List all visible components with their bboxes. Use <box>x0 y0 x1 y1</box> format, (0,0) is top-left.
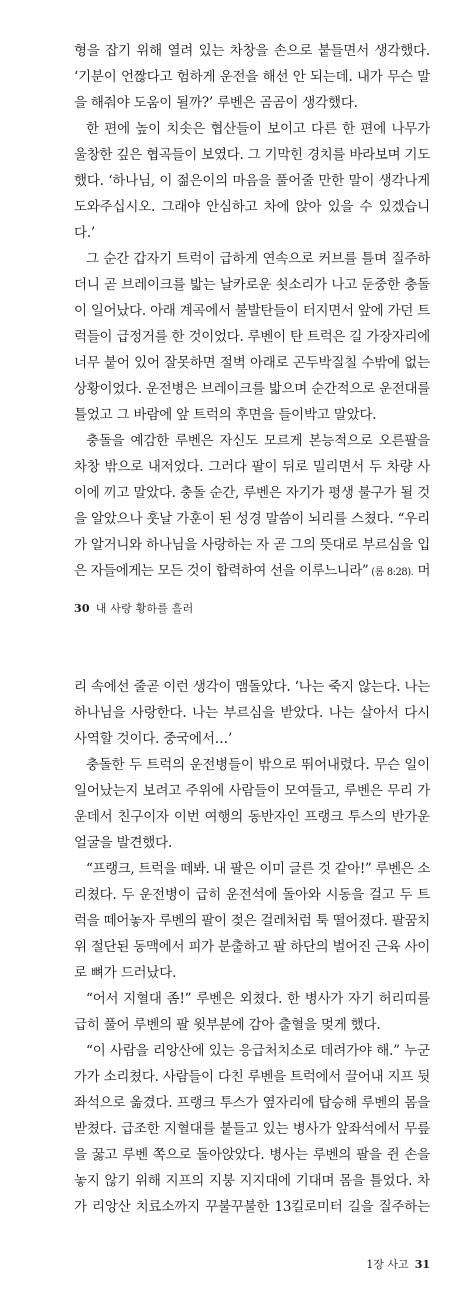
text-line: 위 절단된 동맥에서 피가 분출하고 팔 하단의 벌어진 근육 사이 <box>74 939 430 955</box>
text-line: 그 순간 갑자기 트럭이 급하게 연속으로 커브를 틀며 질주하 <box>86 251 430 267</box>
text-line: 틀었고 그 바람에 앞 트럭의 후면을 들이박고 말았다. <box>74 407 377 423</box>
text-line: 좌석으로 옮겼다. 프랭크 투스가 옆자리에 탑승해 루벤의 몸을 <box>74 1095 430 1111</box>
text-line: 가가 소리쳤다. 사람들이 다친 루벤을 트럭에서 끌어내 지프 뒷 <box>74 1069 430 1085</box>
text-line: 놓지 않기 위해 지프의 지붕 지지대에 기대며 몸을 틀었다. 차 <box>74 1173 430 1189</box>
text-line: 을 알았으나 훗날 가훈이 된 성경 말씀이 뇌리를 스쳤다. “우리 <box>74 511 430 527</box>
text-line: 가 리앙산 치료소까지 꾸불꾸불한 13킬로미터 길을 질주하는 <box>74 1199 430 1215</box>
text-line: 울창한 깊은 협곡들이 보였다. 그 기막힌 경치를 바라보며 기도 <box>74 147 430 163</box>
text-line: ‘기분이 언짢다고 험하게 운전을 해선 안 되는데. 내가 무슨 말 <box>74 69 430 85</box>
text-line: 가 알거니와 하나님을 사랑하는 자 곧 그의 뜻대로 부르심을 입 <box>74 537 430 553</box>
text-line: 럭을 떼어놓자 루벤의 팔이 젖은 걸레처럼 툭 떨어졌다. 팔꿈치 <box>74 913 430 929</box>
text-line: 더니 곧 브레이크를 밟는 날카로운 쇳소리가 나고 둔중한 충돌 <box>74 277 430 293</box>
text-line: 했다. ‘하나님, 이 젊은이의 마음을 풀어줄 만한 말이 생각나게 <box>74 173 430 189</box>
text-line: 을 꿇고 루벤 쪽으로 돌아앉았다. 병사는 루벤의 팔을 쥔 손을 <box>74 1147 430 1163</box>
running-title: 내 사랑 황하를 흘러 <box>95 602 194 615</box>
text-line: “프랭크, 트럭을 떼봐. 내 팔은 이미 글른 것 같아!” 루벤은 소 <box>86 861 430 877</box>
text-line: 일어났는지 보려고 주위에 사람들이 모여들고, 루벤은 무리 가 <box>74 783 430 799</box>
text-line: 로 뼈가 드러났다. <box>74 965 177 981</box>
text-line: 도와주십시오. 그래야 안심하고 차에 앉아 있을 수 있겠습니 <box>74 199 430 215</box>
text-line: 받쳤다. 급조한 지혈대를 붙들고 있는 병사가 앞좌석에서 무릎 <box>74 1121 430 1137</box>
text-span: 머 <box>413 563 430 579</box>
text-line: 충돌한 두 트럭의 운전병들이 밖으로 뛰어내렸다. 무슨 일이 <box>86 757 430 773</box>
scripture-reference: (롬 8:28). <box>368 567 414 578</box>
text-line: 충돌을 예감한 루벤은 자신도 모르게 본능적으로 오른팔을 <box>86 433 430 449</box>
text-line: “이 사람을 리앙산에 있는 응급처치소로 데려가야 해.” 누군 <box>86 1043 430 1059</box>
page-number: 30 <box>74 602 90 615</box>
chapter-title: 1장 사고 <box>366 1258 409 1271</box>
text-line: 상황이었다. 운전병은 브레이크를 밟으며 순간적으로 운전대를 <box>74 381 430 397</box>
text-line: 하나님을 사랑한다. 나는 부르심을 받았다. 나는 살아서 다시 <box>74 705 430 721</box>
page-footer <box>366 1256 430 1272</box>
text-line: 운데서 친구이자 이번 여행의 동반자인 프랭크 투스의 반가운 <box>74 809 430 825</box>
text-line: 럭들이 급정거를 한 것이었다. 루벤이 탄 트럭은 길 가장자리에 <box>74 329 430 345</box>
page-number: 31 <box>414 1258 430 1271</box>
text-line: 한 편에 높이 치솟은 협산들이 보이고 다른 한 편에 나무가 <box>86 121 430 137</box>
text-line: 차창 밖으로 내저었다. 그러다 팔이 뒤로 밀리면서 두 차량 사 <box>74 459 430 475</box>
text-line: 너무 붙어 있어 잘못하면 절벽 아래로 곤두박질칠 수밖에 없는 <box>74 355 430 371</box>
text-span: 은 자들에게는 모든 것이 합력하여 선을 이루느니라” <box>74 563 369 579</box>
text-line: 사역할 것이다. 중국에서…’ <box>74 731 233 747</box>
text-line: 형을 잡기 위해 열려 있는 차창을 손으로 붙들면서 생각했다. <box>74 43 430 59</box>
text-line: 얼굴을 발견했다. <box>74 835 173 851</box>
text-line: “어서 지혈대 좀!” 루벤은 외쳤다. 한 병사가 자기 허리띠를 <box>86 991 430 1007</box>
text-line: 을 해줘야 도움이 될까?’ 루벤은 곰곰이 생각했다. <box>74 95 358 111</box>
text-line: 다.’ <box>74 225 96 241</box>
text-line: 이에 끼고 말았다. 충돌 순간, 루벤은 자기가 평생 불구가 될 것 <box>74 485 430 501</box>
text-line: 리 속에선 줄곧 이런 생각이 맴돌았다. ‘나는 죽지 않는다. 나는 <box>74 679 430 695</box>
text-line: 리쳤다. 두 운전병이 급히 운전석에 돌아와 시동을 걸고 두 트 <box>74 887 430 903</box>
text-line: 이 일어났다. 아래 계곡에서 불발탄들이 터지면서 앞에 가던 트 <box>74 303 430 319</box>
text-line: 급히 풀어 루벤의 팔 윗부분에 감아 출혈을 멎게 했다. <box>74 1017 381 1033</box>
